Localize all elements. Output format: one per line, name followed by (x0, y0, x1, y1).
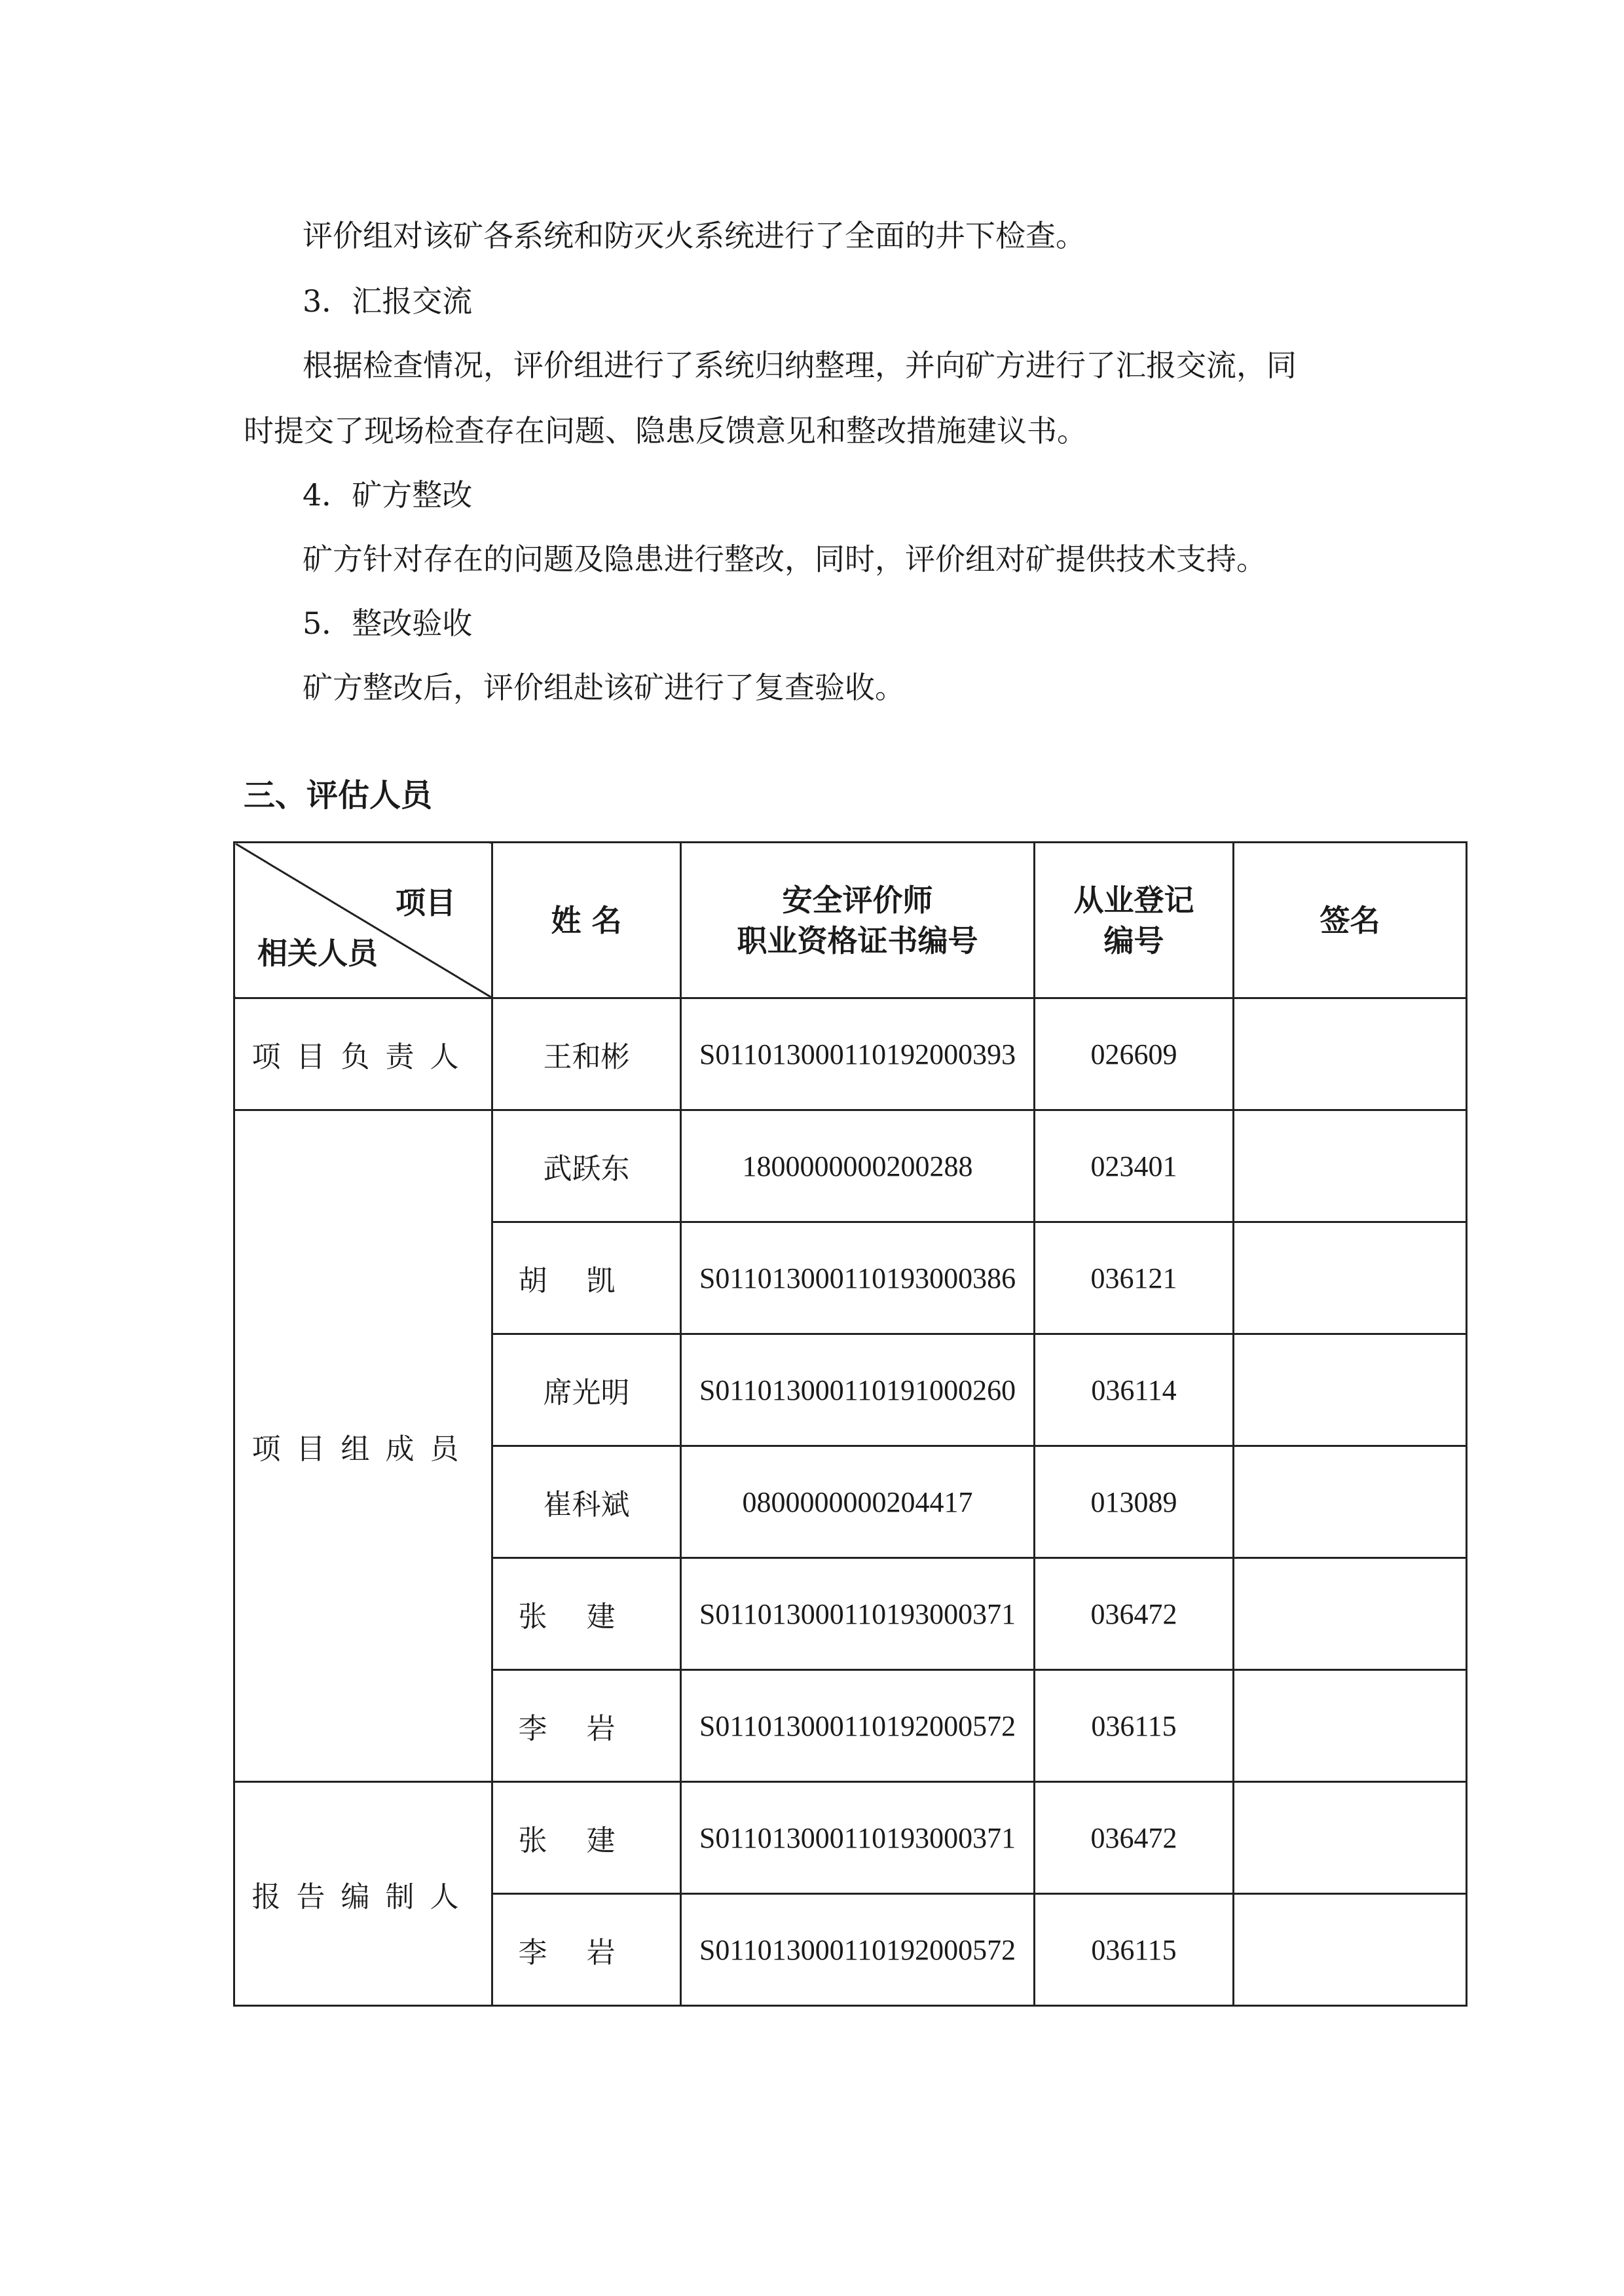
header-reg-line1: 从业登记 (1073, 882, 1194, 918)
reg-number: 036115 (1035, 1894, 1234, 2006)
role-team-members: 项目组成员 (234, 1110, 492, 1782)
header-cert-line1: 安全评价师 (782, 882, 933, 918)
header-name: 姓 名 (492, 843, 681, 998)
cert-number: S011013000110193000371 (681, 1558, 1035, 1670)
signature-cell[interactable] (1234, 1222, 1467, 1334)
cert-number: 0800000000204417 (681, 1446, 1035, 1558)
signature-cell[interactable] (1234, 1894, 1467, 2006)
table-row (234, 1110, 1467, 1222)
person-name: 王和彬 (492, 998, 681, 1110)
heading-mine-rectification: 4．矿方整改 (303, 477, 473, 513)
reg-number: 036472 (1035, 1558, 1234, 1670)
person-name: 张建 (492, 1782, 681, 1894)
person-name: 胡凯 (492, 1222, 681, 1334)
person-name: 崔科斌 (492, 1446, 681, 1558)
person-name: 席光明 (492, 1334, 681, 1446)
person-name: 李岩 (492, 1670, 681, 1782)
signature-cell[interactable] (1234, 1670, 1467, 1782)
person-name: 李岩 (492, 1894, 681, 2006)
cert-number: S011013000110191000260 (681, 1334, 1035, 1446)
heading-rectification-acceptance: 5．整改验收 (303, 606, 473, 641)
reg-number: 036472 (1035, 1782, 1234, 1894)
reg-number: 026609 (1035, 998, 1234, 1110)
paragraph-report-line1: 根据检查情况，评价组进行了系统归纳整理，并向矿方进行了汇报交流，同 (303, 348, 1297, 383)
paragraph-rectification: 矿方针对存在的问题及隐患进行整改，同时，评价组对矿提供技术支持。 (303, 541, 1266, 577)
signature-cell[interactable] (1234, 1110, 1467, 1222)
paragraph-underground-inspection: 评价组对该矿各系统和防灭火系统进行了全面的井下检查。 (303, 218, 1086, 253)
header-signature: 签名 (1234, 843, 1467, 998)
header-cert (681, 843, 1035, 998)
diag-header-personnel: 相关人员 (257, 936, 378, 971)
table-row (234, 998, 1467, 1110)
header-reg-line2: 编号 (1103, 922, 1164, 958)
person-name: 武跃东 (492, 1110, 681, 1222)
paragraph-report-line2: 时提交了现场检查存在问题、隐患反馈意见和整改措施建议书。 (244, 413, 1087, 448)
table-header-row (234, 843, 1467, 998)
signature-cell[interactable] (1234, 1782, 1467, 1894)
signature-cell[interactable] (1234, 1446, 1467, 1558)
signature-cell[interactable] (1234, 998, 1467, 1110)
signature-cell[interactable] (1234, 1334, 1467, 1446)
table-row (234, 1782, 1467, 1894)
reg-number: 036115 (1035, 1670, 1234, 1782)
diag-header-item: 项目 (396, 885, 456, 920)
heading-report-exchange: 3．汇报交流 (303, 283, 473, 319)
cert-number: S011013000110192000572 (681, 1894, 1035, 2006)
cert-number: S011013000110193000386 (681, 1222, 1035, 1334)
reg-number: 036121 (1035, 1222, 1234, 1334)
section-title: 三、评估人员 (244, 777, 433, 814)
person-name: 张建 (492, 1558, 681, 1670)
header-reg (1035, 843, 1234, 998)
paragraph-acceptance: 矿方整改后，评价组赴该矿进行了复查验收。 (303, 670, 905, 705)
role-report-authors: 报告编制人 (234, 1782, 492, 2006)
cert-number: S011013000110193000371 (681, 1782, 1035, 1894)
signature-cell[interactable] (1234, 1558, 1467, 1670)
cert-number: S011013000110192000572 (681, 1670, 1035, 1782)
cert-number: S011013000110192000393 (681, 998, 1035, 1110)
reg-number: 023401 (1035, 1110, 1234, 1222)
cert-number: 1800000000200288 (681, 1110, 1035, 1222)
diagonal-header-cell (234, 843, 492, 998)
role-project-leader: 项目负责人 (234, 998, 492, 1110)
reg-number: 013089 (1035, 1446, 1234, 1558)
reg-number: 036114 (1035, 1334, 1234, 1446)
header-cert-line2: 职业资格证书编号 (737, 922, 978, 958)
personnel-table (233, 841, 1467, 2007)
